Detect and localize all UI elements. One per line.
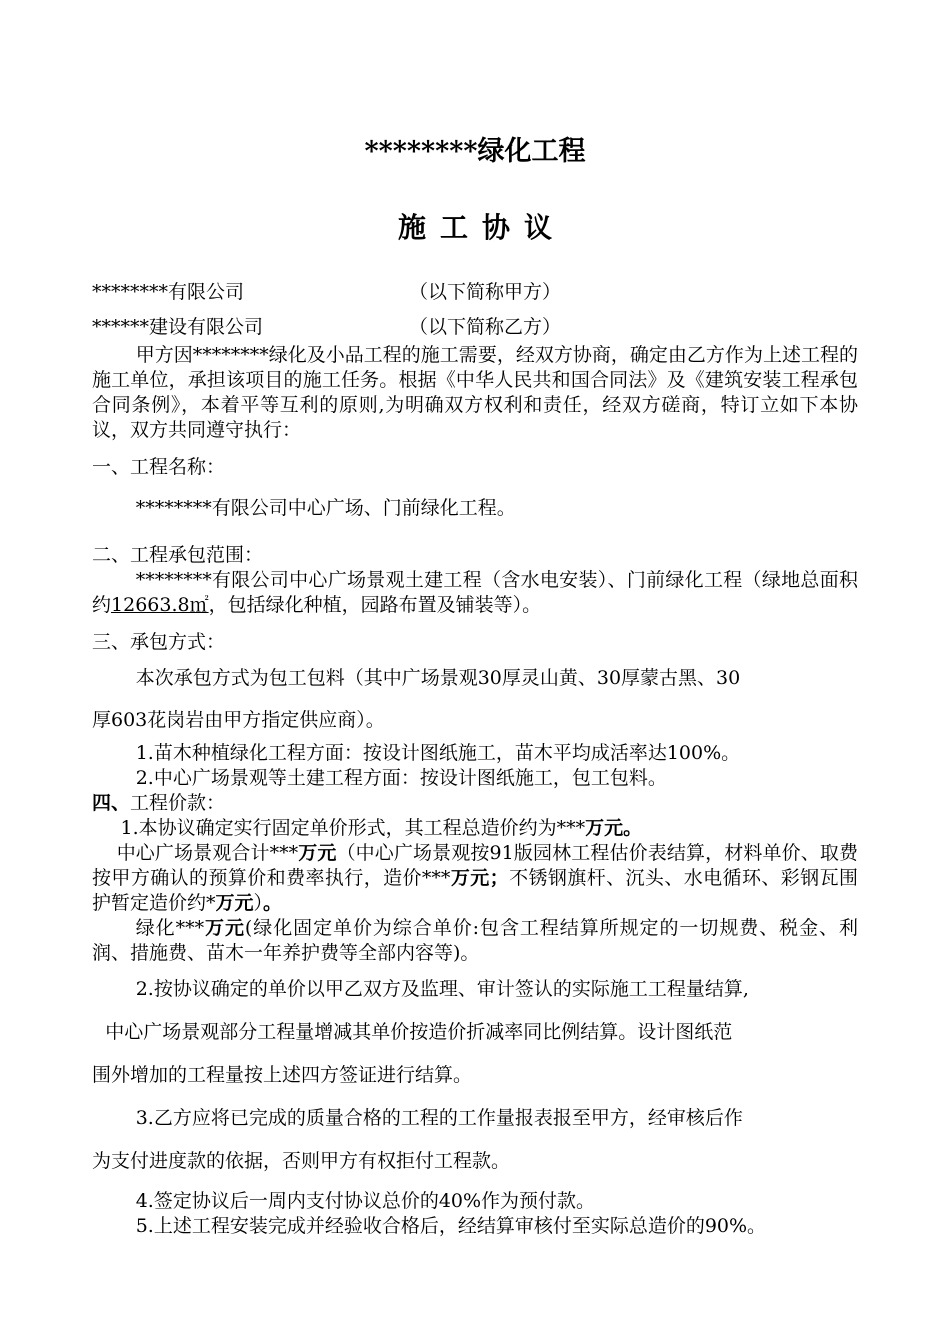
section-4-heading bbox=[92, 791, 858, 816]
party-a-note: （以下简称甲方） bbox=[409, 281, 562, 303]
plaza-price-paren: ） bbox=[253, 892, 264, 914]
section-2-heading: 二、工程承包范围： bbox=[92, 544, 264, 566]
price-clause-5: 5.上述工程安装完成并经验收合格后，经结算审核付至实际总造价的90%。 bbox=[135, 1215, 767, 1237]
section-2-text bbox=[92, 568, 858, 618]
price-clause-2-line-2: 中心广场景观部分工程量增减其单价按造价折减率同比例结算。设计图纸范 bbox=[105, 1021, 733, 1043]
plaza-price-semicolon: ； bbox=[489, 867, 509, 889]
price-clause-2-line-3: 围外增加的工程量按上述四方签证进行结算。 bbox=[92, 1064, 473, 1086]
price-clause-3-line-2: 为支付进度款的依据，否则甲方有权拒付工程款。 bbox=[92, 1150, 511, 1172]
greening-price-text-a: 绿化*** bbox=[135, 917, 205, 939]
price-clause-1-unit: 万元。 bbox=[585, 817, 643, 839]
price-clause-2-line-1: 2.按协议确定的单价以甲乙双方及监理、审计签认的实际施工工程量结算, bbox=[135, 978, 749, 1000]
plaza-price-text-a: 中心广场景观合计*** bbox=[116, 842, 299, 864]
greening-price-unit: 万元 bbox=[204, 917, 245, 939]
section-1-heading: 一、工程名称： bbox=[92, 456, 226, 478]
intro-paragraph: 甲方因********绿化及小品工程的施工需要，经双方协商，确定由乙方作为上述工程的施工单位，承担该项目的施工任务。根据《中华人民共和国合同法》及《建筑安装工程承包合同条例》，本着平等互利的原则,为明确双方权利和责任，经双方磋商，特订立如下本协议，双方共同遵守执行： bbox=[92, 344, 858, 441]
greening-price-paragraph bbox=[92, 916, 858, 966]
plaza-price-period: 。 bbox=[263, 892, 283, 914]
price-clause-3-line-1: 3.乙方应将已完成的质量合格的工程的工作量报表报至甲方，经审核后作 bbox=[135, 1107, 743, 1129]
document-subtitle: 施工协议 bbox=[397, 211, 566, 244]
section-2-text-b: ，包括绿化种植，园路布置及铺装等）。 bbox=[208, 594, 542, 616]
party-a-name: ********有限公司 bbox=[92, 281, 245, 303]
section-3-item-2: 2.中心广场景观等土建工程方面：按设计图纸施工，包工包料。 bbox=[135, 767, 667, 789]
section-1-text: ********有限公司中心广场、门前绿化工程。 bbox=[135, 497, 516, 519]
party-a-line bbox=[92, 279, 562, 305]
section-3-heading: 三、承包方式： bbox=[92, 631, 226, 653]
section-2-text-a: ********有限公司中心广场景观土建工程（含水电安装）、门前绿化工程（绿地总面积约 bbox=[92, 569, 858, 616]
document-body bbox=[92, 343, 858, 1239]
section-3-text-line-2: 厚603花岗岩由甲方指定供应商）。 bbox=[92, 709, 385, 731]
section-3-text-line-1: 本次承包方式为包工包料（其中广场景观30厚灵山黄、30厚蒙古黑、30 bbox=[135, 667, 741, 689]
plaza-price-unit-a: 万元 bbox=[298, 842, 337, 864]
price-clause-4: 4.签定协议后一周内支付协议总价的40%作为预付款。 bbox=[135, 1190, 596, 1212]
greening-price-text-c: (绿化固定单价为综合单价:包含工程结算所规定的一切规费、税金、利润、措施费、苗木一年养护费等全部内容等)。 bbox=[92, 917, 858, 964]
plaza-price-text-c: （中心广场景观按91版园林工程估价表结算，材料单价、取费按甲方确认的预算价和费率执行，造价*** bbox=[92, 842, 858, 889]
section-4-heading-text: 工程价款： bbox=[130, 792, 226, 814]
party-b-name: ******建设有限公司 bbox=[92, 316, 264, 338]
price-clause-1-text: 1.本协议确定实行固定单价形式，其工程总造价约为*** bbox=[120, 817, 586, 839]
plaza-price-text-f: 不锈钢旗杆、沉头、水电循环、彩钢瓦围护暂定造价约* bbox=[92, 867, 858, 914]
party-b-note: （以下简称乙方） bbox=[409, 316, 562, 338]
section-3-item-1: 1.苗木种植绿化工程方面：按设计图纸施工，苗木平均成活率达100%。 bbox=[135, 742, 741, 764]
party-b-line bbox=[92, 314, 562, 340]
document-title: ********绿化工程 bbox=[364, 136, 586, 167]
plaza-price-paragraph bbox=[92, 841, 858, 916]
total-area-value: 12663.8㎡ bbox=[111, 594, 209, 616]
price-clause-1 bbox=[92, 816, 858, 841]
plaza-price-unit-b: 万元 bbox=[450, 867, 490, 889]
plaza-price-unit-c: 万元 bbox=[215, 892, 254, 914]
section-4-heading-number: 四、 bbox=[92, 792, 131, 814]
